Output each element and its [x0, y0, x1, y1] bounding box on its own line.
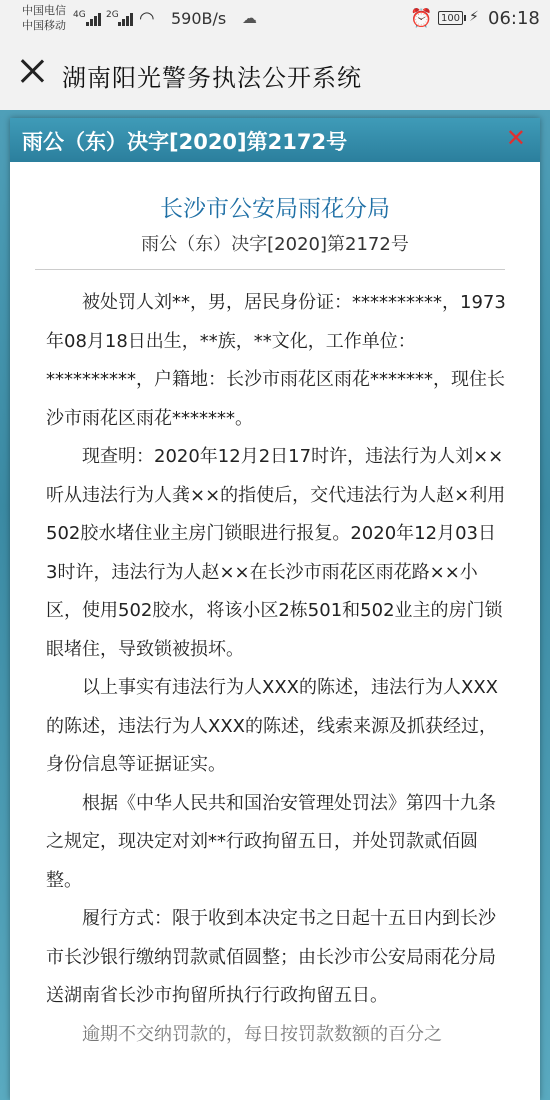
carrier-2: 中国移动 [22, 19, 66, 32]
wifi-icon: ◠ [139, 8, 155, 29]
document-number: 雨公（东）决字[2020]第2172号 [141, 234, 409, 255]
document-dialog [10, 118, 540, 1100]
paragraph-overdue: 逾期不交纳罚款的，每日按罚款数额的百分之 [82, 1023, 442, 1045]
carrier-labels [22, 3, 66, 33]
status-bar [0, 0, 550, 38]
cloud-icon: ☁ [242, 9, 257, 27]
net-speed: 590B/s [171, 9, 227, 28]
page-title: 湖南阳光警务执法公开系统 [62, 64, 362, 92]
paragraph-offender: 被处罚人刘**，男，居民身份证：**********，1973年08月18日出生，**族，**文化，工作单位：**********，户籍地：长沙市雨花区雨花*******，现住长沙市雨花区雨花*******。 [46, 292, 506, 429]
battery-icon [438, 11, 463, 25]
close-icon[interactable] [17, 56, 47, 86]
document-content [46, 284, 506, 1054]
document-body [10, 162, 540, 1100]
paragraph-execution: 履行方式：限于收到本决定书之日起十五日内到长沙市长沙银行缴纳罚款贰佰圆整；由长沙市公安局雨花分局送湖南省长沙市拘留所执行行政拘留五日。 [46, 908, 496, 1006]
dialog-titlebar [10, 118, 540, 162]
divider [35, 269, 505, 270]
paragraph-facts: 现查明：2020年12月2日17时许，违法行为人刘××听从违法行为人龚××的指使后，交代违法行为人赵×利用502胶水堵住业主房门锁眼进行报复。2020年12月03日3时许，违法行为人赵××在长沙市雨花区雨花路××小区，使用502胶水，将该小区2栋501和502业主的房门锁眼堵住，导致锁被损坏。 [46, 446, 506, 660]
paragraph-evidence: 以上事实有违法行为人XXX的陈述，违法行为人XXX的陈述，违法行为人XXX的陈述，线索来源及抓获经过，身份信息等证据证实。 [46, 677, 498, 775]
dialog-close-icon[interactable]: ✕ [505, 124, 526, 152]
carrier-1: 中国电信 [22, 4, 66, 17]
dialog-title: 雨公（东）决字[2020]第2172号 [22, 130, 348, 154]
status-time: 06:18 [488, 8, 540, 29]
app-header [0, 38, 550, 111]
network-type-1: 4G [73, 10, 86, 20]
signal-icon [86, 12, 102, 26]
battery-level: 100 [440, 13, 461, 24]
issuing-agency: 长沙市公安局雨花分局 [160, 196, 390, 222]
signal-icon-2 [118, 12, 134, 26]
charging-icon: ⚡ [469, 9, 479, 25]
alarm-icon: ⏰ [410, 8, 433, 29]
paragraph-decision: 根据《中华人民共和国治安管理处罚法》第四十九条之规定，现决定对刘**行政拘留五日，并处罚款贰佰圆整。 [46, 792, 496, 891]
network-type-2: 2G [106, 10, 119, 20]
